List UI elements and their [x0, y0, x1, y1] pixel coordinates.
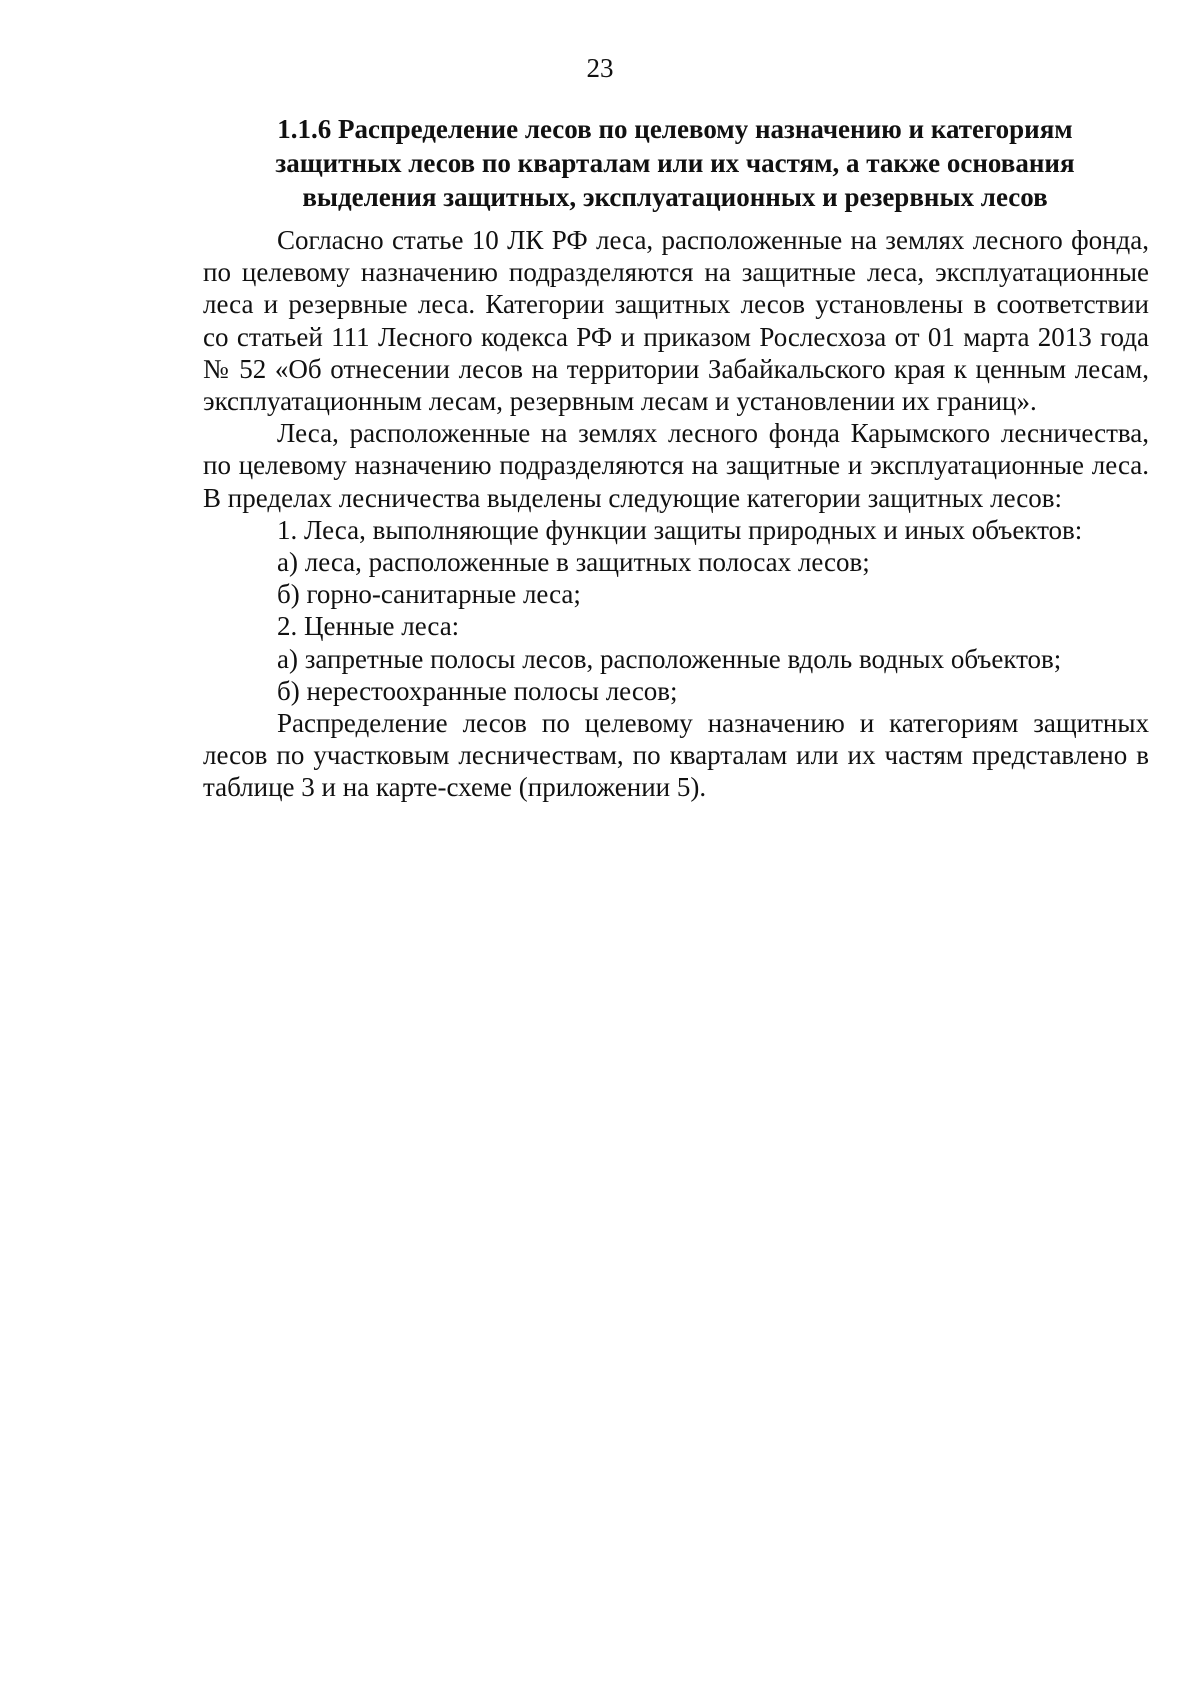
paragraph-forest-division: Леса, расположенные на землях лесного фонда Карымского лесничества, по целевому назначению подразделяются на защитные и эксплуатационные леса. В пределах лесничества выделены следующие категории защитных лесов:: [203, 418, 1149, 513]
body-text: [203, 224, 1149, 804]
page-number: 23: [586, 53, 614, 83]
paragraph-legal-basis: Согласно статье 10 ЛК РФ леса, расположенные на землях лесного фонда, по целевому назначению подразделяются на защитные леса, эксплуатационные леса и резервные леса. Категории защитных лесов установлены в соответствии со статьей 111 Лесного кодекса РФ и приказом Рослесхоза от 01 марта 2013 года № 52 «Об отнесении лесов на территории Забайкальского края к ценным лесам, эксплуатационным лесам, резервным лесам и установлении их границ».: [203, 225, 1149, 417]
section-heading-line-3: выделения защитных, эксплуатационных и резервных лесов: [302, 182, 1048, 212]
list-item-protective-strips: а) леса, расположенные в защитных полосах лесов;: [277, 547, 870, 578]
section-heading: [200, 112, 1150, 214]
section-heading-line-1: 1.1.6 Распределение лесов по целевому назначению и категориям: [277, 114, 1073, 144]
list-item-protective-functions: 1. Леса, выполняющие функции защиты природных и иных объектов:: [277, 514, 1083, 545]
list-item-mountain-sanitary: б) горно-санитарные леса;: [277, 579, 581, 610]
list-item-spawning-strips: б) нерестоохранные полосы лесов;: [277, 675, 678, 706]
list-item-prohibited-strips: а) запретные полосы лесов, расположенные вдоль водных объектов;: [277, 643, 1062, 674]
paragraph-distribution-reference: Распределение лесов по целевому назначению и категориям защитных лесов по участковым лесничествам, по кварталам или их частям представлено в таблице 3 и на карте-схеме (приложении 5).: [203, 708, 1149, 803]
list-item-valuable-forests: 2. Ценные леса:: [277, 611, 460, 642]
section-heading-line-2: защитных лесов по кварталам или их частям, а также основания: [275, 148, 1075, 178]
